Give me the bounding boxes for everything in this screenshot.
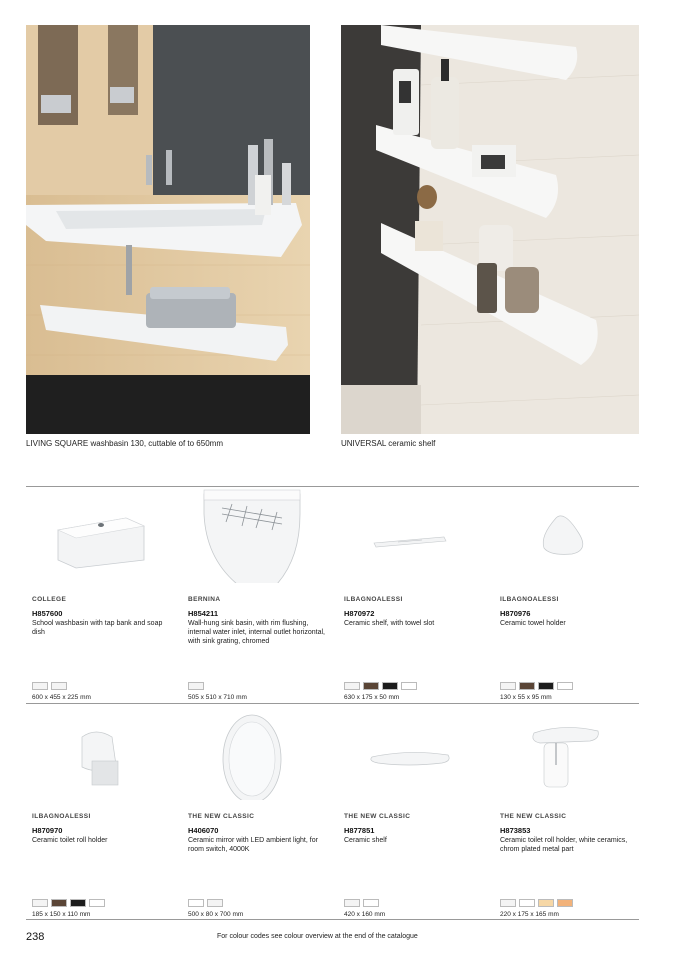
product-description: Ceramic shelf, with towel slot xyxy=(344,620,435,627)
colour-swatch xyxy=(538,682,554,690)
colour-swatches xyxy=(188,682,204,690)
ceramic-shelf-image xyxy=(338,488,488,583)
colour-swatch xyxy=(32,682,48,690)
product-brand: THE NEW CLASSIC xyxy=(344,813,411,820)
product-dimensions: 220 x 175 x 165 mm xyxy=(500,911,559,918)
colour-swatch xyxy=(519,682,535,690)
colour-swatch xyxy=(363,899,379,907)
colour-swatch xyxy=(557,682,573,690)
product-card-college xyxy=(26,488,176,702)
towel-holder-image xyxy=(494,488,644,583)
colour-swatch xyxy=(500,899,516,907)
footer-divider xyxy=(26,919,639,920)
colour-swatches xyxy=(188,899,223,907)
product-code: H877851 xyxy=(344,826,375,835)
page-number: 238 xyxy=(26,931,45,943)
product-card-h870976 xyxy=(494,488,644,702)
colour-swatch xyxy=(401,682,417,690)
product-card-h870970 xyxy=(26,705,176,919)
colour-swatches xyxy=(32,682,67,690)
product-brand: ILBAGNOALESSI xyxy=(500,596,559,603)
product-code: H870972 xyxy=(344,609,375,618)
washbasin-caption: LIVING SQUARE washbasin 130, cuttable of to 650mm xyxy=(26,439,223,448)
product-dimensions: 505 x 510 x 710 mm xyxy=(188,694,247,701)
product-description: Ceramic toilet roll holder, white ceramics, chrom plated metal part xyxy=(500,837,628,853)
product-dimensions: 185 x 150 x 110 mm xyxy=(32,911,91,918)
product-dimensions: 500 x 80 x 700 mm xyxy=(188,911,244,918)
product-card-h873853 xyxy=(494,705,644,919)
product-brand: THE NEW CLASSIC xyxy=(188,813,255,820)
colour-swatch xyxy=(519,899,535,907)
product-description: Ceramic towel holder xyxy=(500,620,566,627)
product-brand: COLLEGE xyxy=(32,596,67,603)
colour-swatch xyxy=(70,899,86,907)
product-code: H406070 xyxy=(188,826,219,835)
colour-code-note: For colour codes see colour overview at the end of the catalogue xyxy=(217,933,418,940)
product-description: Ceramic toilet roll holder xyxy=(32,837,108,844)
colour-swatch xyxy=(344,682,360,690)
colour-swatches xyxy=(344,682,417,690)
product-card-bernina xyxy=(182,488,332,702)
ceramic-mirror-image xyxy=(182,705,332,800)
product-dimensions: 420 x 160 mm xyxy=(344,911,386,918)
colour-swatch xyxy=(51,682,67,690)
product-code: H870970 xyxy=(32,826,63,835)
product-code: H870976 xyxy=(500,609,531,618)
colour-swatch xyxy=(51,899,67,907)
colour-swatch xyxy=(32,899,48,907)
product-description: Ceramic shelf xyxy=(344,837,387,844)
washbasin-image xyxy=(26,488,176,583)
product-code: H873853 xyxy=(500,826,531,835)
colour-swatches xyxy=(32,899,105,907)
colour-swatch xyxy=(188,682,204,690)
product-dimensions: 630 x 175 x 50 mm xyxy=(344,694,400,701)
product-dimensions: 600 x 455 x 225 mm xyxy=(32,694,91,701)
product-description: School washbasin with tap bank and soap dish xyxy=(32,620,163,636)
row-divider xyxy=(26,703,639,704)
product-brand: BERNINA xyxy=(188,596,221,603)
toilet-roll-holder-image xyxy=(26,705,176,800)
product-card-h870972 xyxy=(338,488,488,702)
product-card-h406070 xyxy=(182,705,332,919)
colour-swatch xyxy=(363,682,379,690)
sink-basin-image xyxy=(182,488,332,583)
product-description: Ceramic mirror with LED ambient light, for room switch, 4000K xyxy=(188,837,318,853)
colour-swatch xyxy=(382,682,398,690)
colour-swatch xyxy=(557,899,573,907)
section-divider xyxy=(26,486,639,487)
colour-swatch xyxy=(188,899,204,907)
product-code: H857600 xyxy=(32,609,63,618)
ceramic-shelf-caption: UNIVERSAL ceramic shelf xyxy=(341,439,436,448)
colour-swatch xyxy=(344,899,360,907)
ceramic-shelf-photo xyxy=(341,25,639,434)
product-description: Wall-hung sink basin, with rim flushing, internal water inlet, internal outlet horizontal, with sink grating, chromed xyxy=(188,620,325,645)
product-code: H854211 xyxy=(188,609,219,618)
product-brand: ILBAGNOALESSI xyxy=(32,813,91,820)
colour-swatch xyxy=(207,899,223,907)
colour-swatches xyxy=(500,682,573,690)
colour-swatches xyxy=(344,899,379,907)
product-card-h877851 xyxy=(338,705,488,919)
washbasin-photo xyxy=(26,25,310,434)
colour-swatch xyxy=(500,682,516,690)
toilet-roll-holder-image xyxy=(494,705,644,800)
colour-swatch xyxy=(538,899,554,907)
colour-swatch xyxy=(89,899,105,907)
product-brand: THE NEW CLASSIC xyxy=(500,813,567,820)
colour-swatches xyxy=(500,899,573,907)
product-dimensions: 130 x 55 x 95 mm xyxy=(500,694,552,701)
ceramic-shelf-image xyxy=(338,705,488,800)
product-brand: ILBAGNOALESSI xyxy=(344,596,403,603)
